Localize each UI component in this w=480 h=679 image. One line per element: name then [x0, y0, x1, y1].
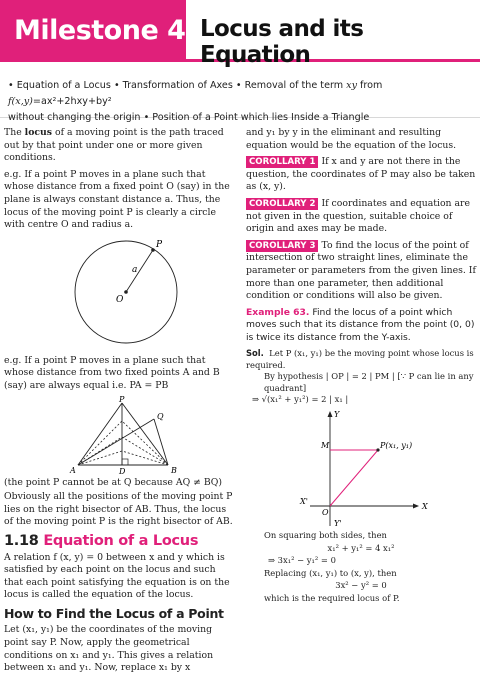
equation-definition: A relation f (x, y) = 0 between x and y which is satisfied by each point on the locus and such that each point satisfying the equation is on the locus is called the equation of the locus.: [4, 551, 230, 601]
corollary-3-badge: COROLLARY 3: [246, 240, 318, 252]
circle-label-O: O: [116, 294, 124, 305]
topic-4: without changing the origin: [8, 112, 141, 123]
axis-label-X: X: [422, 501, 428, 511]
bisector-conclusion: Obviously all the positions of the moving point P lies on the right bisector of AB. Thus, the locus of the moving point P is the right bisector of AB.: [4, 491, 233, 528]
q-note: (the point P cannot be at Q because AQ ≠ BQ): [4, 476, 222, 488]
corollary-2-badge: COROLLARY 2: [246, 198, 318, 210]
equation-3: 3x² − y² = 0: [335, 580, 387, 591]
section-heading: 1.18 Equation of a Locus: [4, 532, 199, 549]
tri-label-P: P: [119, 394, 125, 404]
solution-line-3: ⇒ √(x₁² + y₁²) = 2 | x₁ |: [252, 394, 349, 405]
topic-1: Equation of a Locus: [16, 80, 111, 91]
circle-figure: [4, 236, 236, 352]
tri-label-B: B: [171, 465, 177, 475]
tri-label-D: D: [119, 466, 126, 476]
equation-2: ⇒ 3x₁² − y₁² = 0: [268, 555, 336, 566]
subsection-heading: How to Find the Locus of a Point: [4, 605, 224, 621]
milestone-label: Milestone 4: [0, 0, 186, 62]
tri-label-A: A: [70, 465, 76, 475]
solution-line-1: Sol. Let P (x₁, y₁) be the moving point whose locus is required.: [246, 347, 474, 370]
axis-label-Xprime: X': [300, 496, 308, 506]
chapter-title: Locus and its Equation: [200, 16, 364, 68]
corollary-1-badge: COROLLARY 1: [246, 156, 318, 168]
method-continued: and y₁ by y in the eliminant and resulting equation would be the equation of the locus.: [246, 127, 457, 151]
method-text: Let (x₁, y₁) be the coordinates of the moving point say P. Now, apply the geometrical conditions on x₁ and y₁. This gives a relation between x₁ and y₁. Now, replace x₁ by x: [4, 624, 214, 674]
equation-1: x₁² + y₁² = 4 x₁²: [327, 542, 395, 553]
circle-label-P: P: [156, 239, 163, 250]
topic-5: Position of a Point which lies Inside a Triangle: [152, 112, 370, 123]
triangle-figure: [4, 394, 236, 476]
right-column: [246, 127, 476, 604]
solution-line-5: Replacing (x₁, y₁) to (x, y), then: [264, 567, 397, 578]
bisector-example: e.g. If a point P moves in a plane such that whose distance from two fixed points A and B (say) are always equal i.e. PA = PB: [4, 354, 220, 391]
solution: [246, 348, 476, 605]
chapter-banner: [0, 0, 480, 68]
axis-label-P: P(x₁, y₁): [380, 440, 413, 450]
corollary-1: COROLLARY 1 If x and y are not there in the question, the coordinates of P may also be taken as (x, y).: [246, 156, 476, 193]
axis-label-M: M: [321, 440, 330, 450]
topic-2: Transformation of Axes: [122, 80, 233, 91]
solution-line-6: which is the required locus of P.: [264, 592, 400, 603]
solution-line-4: On squaring both sides, then: [264, 529, 387, 540]
left-column: [4, 127, 236, 679]
example-63: Example 63. Find the locus of a point which moves such that its distance from the point (0, 0) is twice its distance from the Y-axis.: [246, 306, 475, 343]
topic-3: Removal of the term xy from f(x,y)=ax²+2hxy+by²: [8, 80, 383, 107]
locus-definition: The locus of a moving point is the path traced out by that point under one or more given conditions.: [4, 127, 224, 164]
axis-label-O: O: [322, 507, 329, 517]
tri-label-Q: Q: [157, 411, 164, 421]
axis-label-Y: Y: [334, 409, 340, 419]
topic-list: • Equation of a Locus • Transformation of Axes • Removal of the term xy from f(x,y)=ax²+2hxy+by² without changing the origin • Position of a Point which lies Inside a Triangle: [0, 72, 480, 118]
solution-line-2: By hypothesis | OP | = 2 | PM | [∵ P can lie in any quadrant]: [264, 371, 474, 393]
circle-label-a: a: [132, 264, 138, 275]
corollary-2: COROLLARY 2 If coordinates and equation are not given in the question, suitable choice of origin and axes may be made.: [246, 197, 470, 235]
axes-figure: [246, 408, 476, 530]
axis-label-Yprime: Y': [334, 518, 342, 528]
corollary-3: COROLLARY 3 To find the locus of the point of intersection of two straight lines, eliminate the parameter or parameters from the given lines. If more than one parameter, then additional condition or conditions will also be given.: [246, 239, 476, 302]
circle-example: e.g. If a point P moves in a plane such that whose distance from a fixed point O (say) in the plane is always constant distance a. Thus, the locus of the moving point P is clearly a circle with centre O and radius a.: [4, 168, 230, 231]
